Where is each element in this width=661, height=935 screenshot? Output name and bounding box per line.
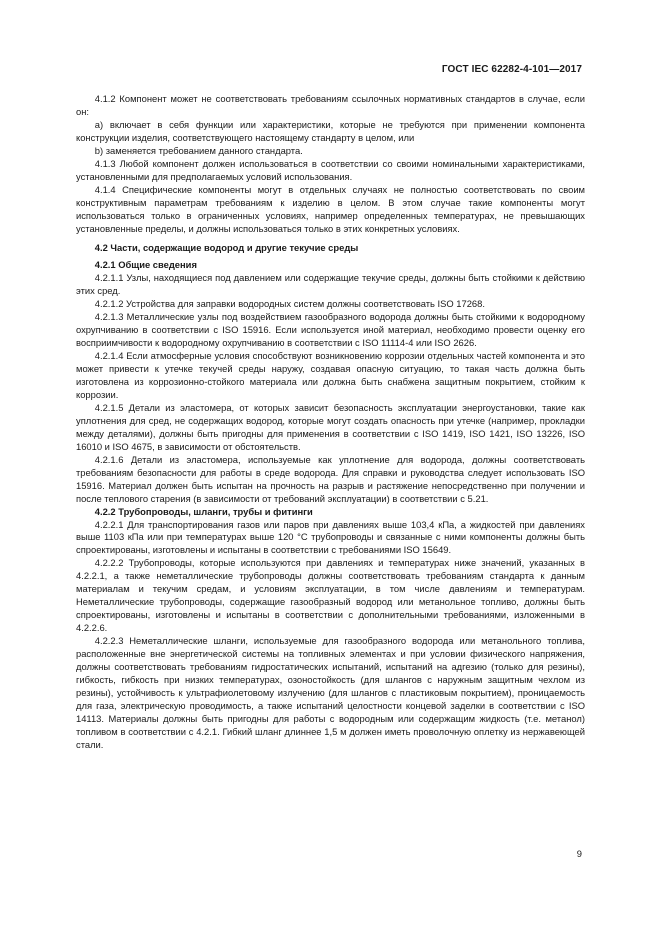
paragraph-4-2-2-2: 4.2.2.2 Трубопроводы, которые используются при давлениях и температурах ниже значений, указанных в 4.2.2.1, а также неметаллические трубопроводы должны соответствовать требованиям стандарта к данным материалам и текучим средам, и условиям эксплуатации, в том числе давлениям и температурам. Неметаллические трубопроводы, содержащие газообразный водород или метанольное топливо, должны быть спроектированы, изготовлены и испытаны в соответствии с дополнительными требованиями, изложенными в 4.2.2.6. [76, 557, 585, 634]
list-item-b: b) заменяется требованием данного стандарта. [76, 144, 303, 156]
paragraph-4-2-1-6: 4.2.1.6 Детали из эластомера, используемые как уплотнение для водорода, должны соответствовать требованиям безопасности для работы в среде водорода. Для справки и руководства следует использовать ISO 15916. Материал должен быть испытан на прочность на разрыв и растяжение непосредственно при получении и после теплового старения (в зависимости от требований эксплуатации) в соответствии с 5.21. [76, 453, 585, 504]
section-heading-4-2: 4.2 Части, содержащие водород и другие текучие среды [76, 242, 359, 254]
paragraph-4-2-1-2: 4.2.1.2 Устройства для заправки водородных систем должны соответствовать ISO 17268. [76, 298, 485, 310]
document-header: ГОСТ IEC 62282-4-101—2017 [441, 64, 582, 75]
paragraph-4-2-2-3: 4.2.2.3 Неметаллические шланги, используемые для газообразного водорода или метанольного топлива, расположенные вне энергетической системы на топливных элементах и при условии физического напряжения, должны соответствовать требованиям гидростатических испытаний, испытаний на адгезию (только для резины), гибкость, гибкость при низких температурах, озоностойкость (для шлангов с наружным защитным чехлом из резины), устойчивость к ультрафиолетовому излучению (для шлангов с пластиковым покрытием), проницаемость для газа, электрическую проводимость, а также испытаний целостности концевой заделки в соответствии с ISO 14113. Материалы должны быть пригодны для работы с водородным или содержащим жидкость (т.е. метанол) топливом в соответствии с 4.2.1. Гибкий шланг длиннее 1,5 м должен иметь проволочную оплетку из нержавеющей стали. [76, 635, 585, 750]
document-body [76, 93, 585, 752]
paragraph-4-1-4: 4.1.4 Специфические компоненты могут в отдельных случаях не полностью соответствовать по своим конструктивным параметрам требованиям к изделию в целом. В этом случае такие компоненты могут использоваться только в ограниченных условиях, например определенных температурах, не превышающих установленные пределы, и должны использоваться только в этих конкретных условиях. [76, 183, 585, 234]
paragraph-4-1-3: 4.1.3 Любой компонент должен использоваться в соответствии со своими номинальными характеристиками, установленными для предполагаемых условий использования. [76, 157, 585, 182]
subsection-heading-4-2-1: 4.2.1 Общие сведения [76, 259, 197, 271]
subsection-heading-4-2-2: 4.2.2 Трубопроводы, шланги, трубы и фитинги [76, 505, 313, 517]
paragraph-4-2-2-1: 4.2.2.1 Для транспортирования газов или паров при давлениях выше 103,4 кПа, а жидкостей при давлениях выше 1103 кПа или при температурах выше 120 °С трубопроводы и связанные с ними компоненты должны быть спроектированы, изготовлены и испытаны в соответствии с требованиями ISO 15649. [76, 518, 585, 556]
paragraph-4-2-1-3: 4.2.1.3 Металлические узлы под воздействием газообразного водорода должны быть стойкими к водородному охрупчиванию в соответствии с ISO 15916. Если используется иной материал, необходимо провести оценку его восприимчивости к водородному охрупчиванию в соответствии с ISO 11114-4 или ISO 2626. [76, 311, 585, 349]
paragraph-4-2-1-1: 4.2.1.1 Узлы, находящиеся под давлением или содержащие текучие среды, должны быть стойкими к действию этих сред. [76, 272, 585, 297]
paragraph-4-2-1-4: 4.2.1.4 Если атмосферные условия способствуют возникновению коррозии отдельных частей компонента и это может привести к утечке текучей среды наружу, создавая опасную ситуацию, то такая часть должна быть изготовлена из коррозионно-стойкого материала или должна быть снабжена защитным покрытием, стойким к коррозии. [76, 350, 585, 400]
paragraph-4-2-1-5: 4.2.1.5 Детали из эластомера, от которых зависит безопасность эксплуатации энергоустановки, такие как уплотнения для сред, не содержащих водород, которые могут создать опасность при утечке (например, прокладки между деталями), должны быть пригодны для применения в соответствии с ISO 1419, ISO 1421, ISO 13226, ISO 16010 и ISO 4675, в зависимости от обстоятельств. [76, 401, 585, 452]
page-number: 9 [576, 848, 582, 859]
paragraph-4-1-2: 4.1.2 Компонент может не соответствовать требованиям ссылочных нормативных стандартов в случае, если он: [76, 93, 585, 117]
list-item-a: а) включает в себя функции или характеристики, которые не требуются при применении компонента конструкции изделия, соответствующего настоящему стандарту в целом, или [76, 118, 585, 143]
